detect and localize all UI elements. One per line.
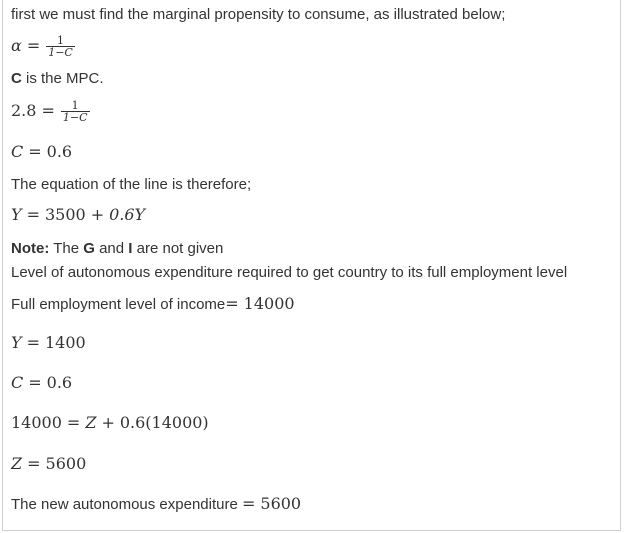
- line-equation: [11, 205, 145, 224]
- c-definition-rest: is the MPC.: [21, 70, 104, 87]
- z-value: 5600: [45, 454, 87, 473]
- alpha-equation: [11, 35, 75, 58]
- fraction: [46, 35, 75, 58]
- note-g: G: [83, 240, 95, 257]
- equals-sign: =: [28, 373, 42, 392]
- equals-sign: =: [27, 454, 41, 473]
- level-text: Level of autonomous expenditure required to get country to its full employment level: [11, 264, 568, 281]
- equals-sign: =: [241, 494, 256, 513]
- multiplier-equation: [11, 100, 90, 123]
- equals-sign: =: [41, 101, 55, 120]
- c-bold: C: [11, 70, 22, 87]
- note-text-1: The: [49, 240, 84, 257]
- y-value: 1400: [44, 333, 86, 352]
- y-variable: Y: [11, 333, 22, 352]
- numerator: 1: [57, 34, 65, 47]
- c-variable: C: [11, 142, 24, 161]
- multiplier-value: 2.8: [11, 101, 37, 120]
- note-label: Note:: [11, 240, 50, 257]
- alpha-symbol: α: [11, 36, 22, 55]
- numerator: 1: [71, 99, 79, 112]
- plus-sign: +: [101, 413, 115, 432]
- c-equation-2: [11, 373, 72, 392]
- c-definition: [11, 70, 104, 87]
- c-value: 0.6: [46, 373, 73, 392]
- full-employment-line: [11, 294, 295, 313]
- conclusion-value: 5600: [260, 494, 302, 513]
- equals-sign: =: [26, 36, 41, 55]
- note-line: [11, 240, 223, 257]
- solve-equation: [11, 413, 209, 432]
- denominator: 1−C: [62, 111, 88, 124]
- z-variable: Z: [85, 413, 97, 432]
- equals-sign: =: [28, 142, 42, 161]
- z-variable: Z: [11, 454, 23, 473]
- full-employment-value: 14000: [243, 294, 295, 313]
- equals-sign: =: [66, 413, 81, 432]
- equals-sign: =: [26, 333, 40, 352]
- note-text-3: are not given: [132, 240, 224, 257]
- equals-sign: =: [26, 205, 40, 224]
- equals-sign: =: [225, 294, 239, 313]
- induced-term: 0.6Y: [109, 205, 146, 224]
- c-equation: [11, 142, 72, 161]
- denominator: 1−C: [48, 46, 73, 59]
- plus-sign: +: [90, 205, 105, 224]
- c-value: 0.6: [46, 142, 73, 161]
- autonomous-value: 3500: [44, 205, 86, 224]
- line-equation-text: The equation of the line is therefore;: [11, 176, 252, 193]
- note-i: I: [128, 240, 133, 257]
- y-variable: Y: [11, 205, 22, 224]
- fraction: [61, 100, 90, 123]
- c-variable: C: [11, 373, 24, 392]
- conclusion-text: The new autonomous expenditure: [11, 496, 242, 513]
- note-text-2: and: [94, 240, 129, 257]
- income-value: 14000: [11, 413, 62, 432]
- intro-text: first we must find the marginal propensity to consume, as illustrated below;: [11, 6, 506, 23]
- z-equation: [11, 454, 86, 473]
- conclusion-line: [11, 494, 301, 513]
- full-employment-text: Full employment level of income: [11, 296, 226, 313]
- induced-value: 0.6(14000): [119, 413, 209, 432]
- y-equation: [11, 333, 86, 352]
